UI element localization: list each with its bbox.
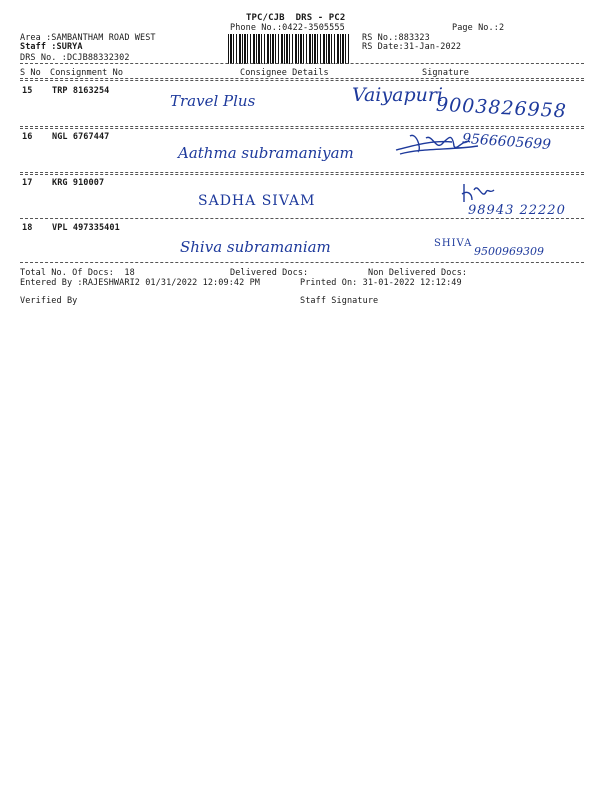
row-sno: 17 (22, 178, 33, 188)
divider (20, 128, 584, 129)
delivered-docs: Delivered Docs: (230, 268, 309, 278)
divider (20, 172, 584, 173)
column-header-consignee: Consignee Details (240, 68, 329, 78)
rs-number: RS No.:883323 (362, 33, 430, 43)
row-consignment: KRG 910007 (52, 178, 105, 188)
phone-handwriting: 98943 22220 (468, 203, 566, 218)
phone-handwriting: 9500969309 (474, 245, 544, 258)
consignee-handwriting: Travel Plus (170, 92, 256, 110)
row-consignment: NGL 6767447 (52, 132, 110, 142)
report-title: TPC/CJB DRS - PC2 (246, 13, 346, 23)
consignee-handwriting: Aathma subramaniyam (178, 144, 354, 162)
phone-handwriting: 9003826958 (435, 93, 568, 123)
row-sno: 16 (22, 132, 33, 142)
column-header-signature: Signature (422, 68, 469, 78)
divider (20, 174, 584, 175)
column-header-sno: S No (20, 68, 41, 78)
consignee-handwriting: SADHA SIVAM (198, 193, 316, 209)
signature-handwriting: SHIVA (434, 238, 473, 249)
phone-handwriting: 9566605699 (461, 130, 552, 154)
area-label: Area :SAMBANTHAM ROAD WEST (20, 33, 156, 43)
non-delivered-docs: Non Delivered Docs: (368, 268, 468, 278)
row-consignment: TRP 8163254 (52, 86, 110, 96)
phone-number: Phone No.:0422-3505555 (230, 23, 345, 33)
divider (20, 262, 584, 263)
drs-number: DRS No. :DCJB88332302 (20, 53, 130, 63)
divider (20, 80, 584, 81)
rs-date: RS Date:31-Jan-2022 (362, 42, 462, 52)
divider (20, 63, 584, 64)
row-sno: 15 (22, 86, 33, 96)
page-number: Page No.:2 (452, 23, 505, 33)
divider (20, 218, 584, 219)
entered-by: Entered By :RAJESHWARI2 01/31/2022 12:09:42 PM (20, 278, 261, 288)
staff-label: Staff :SURYA (20, 42, 83, 52)
total-docs: Total No. Of Docs: 18 (20, 268, 135, 278)
divider (20, 126, 584, 127)
row-sno: 18 (22, 223, 33, 233)
column-header-consignment: Consignment No (50, 68, 124, 78)
signature-handwriting: Vaiyapuri (352, 84, 444, 106)
printed-on: Printed On: 31-01-2022 12:12:49 (300, 278, 462, 288)
divider (20, 78, 584, 79)
staff-signature-label: Staff Signature (300, 296, 379, 306)
barcode-image (228, 34, 350, 64)
row-consignment: VPL 497335401 (52, 223, 120, 233)
consignee-handwriting: Shiva subramaniam (180, 238, 331, 256)
verified-by-label: Verified By (20, 296, 78, 306)
